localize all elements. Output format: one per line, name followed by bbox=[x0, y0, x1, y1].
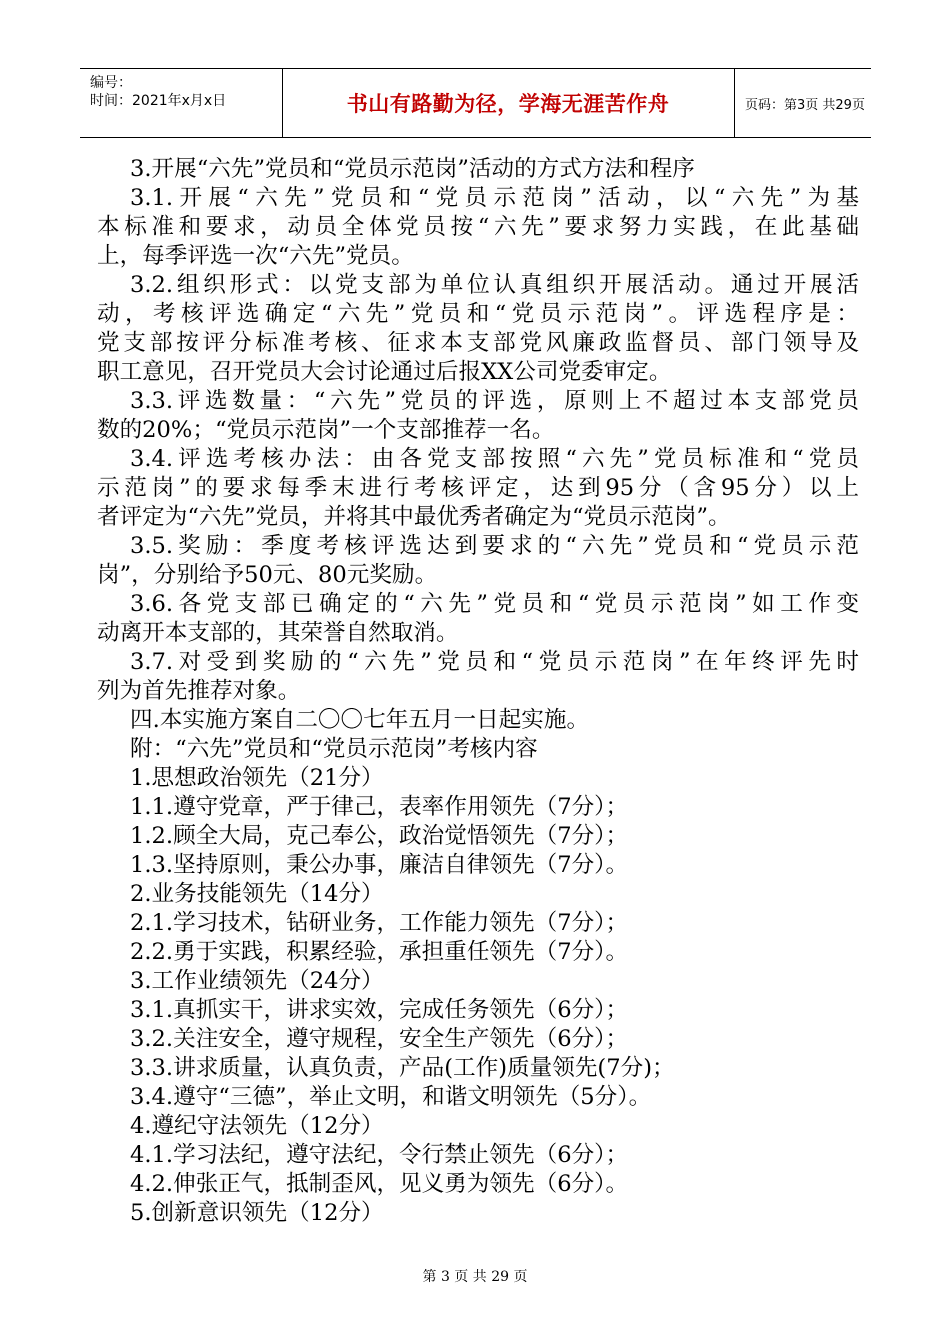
paragraph-line: 3.2.组织形式：以党支部为单位认真组织开展活动。通过开展活 bbox=[130, 272, 859, 298]
list-item: 1.3.坚持原则，秉公办事，廉洁自律领先（7分）。 bbox=[130, 852, 629, 878]
paragraph-line: 动，考核评选确定“六先”党员和“党员示范岗”。评选程序是： bbox=[97, 301, 859, 327]
paragraph-line: 数的20%；“党员示范岗”一个支部推荐一名。 bbox=[97, 417, 555, 443]
paragraph-line: 3.1.开展“六先”党员和“党员示范岗”活动，以“六先”为基 bbox=[130, 185, 859, 211]
paragraph-line: 上，每季评选一次“六先”党员。 bbox=[97, 243, 414, 269]
header-motto: 书山有路勤为径，学海无涯苦作舟 bbox=[282, 69, 735, 137]
header-meta bbox=[80, 69, 283, 137]
list-item: 3.2.关注安全，遵守规程，安全生产领先（6分）； bbox=[130, 1026, 629, 1052]
list-item: 2.1.学习技术，钻研业务，工作能力领先（7分）； bbox=[130, 910, 629, 936]
document-body bbox=[97, 155, 859, 1228]
list-item: 3.3.讲求质量，认真负责，产品(工作)质量领先(7分)； bbox=[130, 1055, 675, 1081]
list-item: 3.4.遵守“三德”，举止文明，和谐文明领先（5分）。 bbox=[130, 1084, 652, 1110]
list-heading: 4.遵纪守法领先（12分） bbox=[130, 1113, 384, 1139]
number-label: 编号： bbox=[90, 75, 132, 91]
paragraph-line: 示范岗”的要求每季末进行考核评定，达到95分（含95分）以上 bbox=[97, 475, 859, 501]
list-item: 4.2.伸张正气，抵制歪风，见义勇为领先（6分）。 bbox=[130, 1171, 629, 1197]
paragraph-line: 列为首先推荐对象。 bbox=[97, 678, 301, 704]
paragraph-line: 动离开本支部的，其荣誉自然取消。 bbox=[97, 620, 459, 646]
list-item: 4.1.学习法纪，遵守法纪，令行禁止领先（6分）； bbox=[130, 1142, 629, 1168]
list-heading: 1.思想政治领先（21分） bbox=[130, 765, 384, 791]
paragraph-line: 者评定为“六先”党员，并将其中最优秀者确定为“党员示范岗”。 bbox=[97, 504, 731, 530]
header-page-info: 页码：第3页 共29页 bbox=[745, 97, 865, 113]
page-header bbox=[80, 68, 871, 138]
paragraph-line: 四.本实施方案自二〇〇七年五月一日起实施。 bbox=[130, 707, 590, 733]
list-heading: 2.业务技能领先（14分） bbox=[130, 881, 384, 907]
list-item: 1.2.顾全大局，克己奉公，政治觉悟领先（7分）； bbox=[130, 823, 629, 849]
paragraph-line: 3.7.对受到奖励的“六先”党员和“党员示范岗”在年终评先时 bbox=[130, 649, 859, 675]
paragraph-line: 本标准和要求，动员全体党员按“六先”要求努力实践，在此基础 bbox=[97, 214, 859, 240]
appendix-title: 附：“六先”党员和“党员示范岗”考核内容 bbox=[130, 736, 538, 762]
list-item: 3.1.真抓实干，讲求实效，完成任务领先（6分）； bbox=[130, 997, 629, 1023]
time-label: 时间：2021年x月x日 bbox=[90, 93, 227, 109]
paragraph-line: 3.6.各党支部已确定的“六先”党员和“党员示范岗”如工作变 bbox=[130, 591, 859, 617]
list-heading: 3.工作业绩领先（24分） bbox=[130, 968, 384, 994]
paragraph-line: 党支部按评分标准考核、征求本支部党风廉政监督员、部门领导及 bbox=[97, 330, 859, 356]
paragraph-line: 职工意见，召开党员大会讨论通过后报XX公司党委审定。 bbox=[97, 359, 672, 385]
section-heading: 3.开展“六先”党员和“党员示范岗”活动的方式方法和程序 bbox=[130, 156, 695, 182]
list-item: 1.1.遵守党章，严于律己，表率作用领先（7分）； bbox=[130, 794, 629, 820]
list-item: 2.2.勇于实践，积累经验，承担重任领先（7分）。 bbox=[130, 939, 629, 965]
paragraph-line: 岗”，分别给予50元、80元奖励。 bbox=[97, 562, 438, 588]
paragraph-line: 3.4.评选考核办法：由各党支部按照“六先”党员标准和“党员 bbox=[130, 446, 859, 472]
page-footer: 第 3 页 共 29 页 bbox=[422, 1269, 528, 1285]
paragraph-line: 3.3.评选数量：“六先”党员的评选，原则上不超过本支部党员 bbox=[130, 388, 859, 414]
list-heading: 5.创新意识领先（12分） bbox=[130, 1200, 384, 1226]
paragraph-line: 3.5.奖励：季度考核评选达到要求的“六先”党员和“党员示范 bbox=[130, 533, 859, 559]
